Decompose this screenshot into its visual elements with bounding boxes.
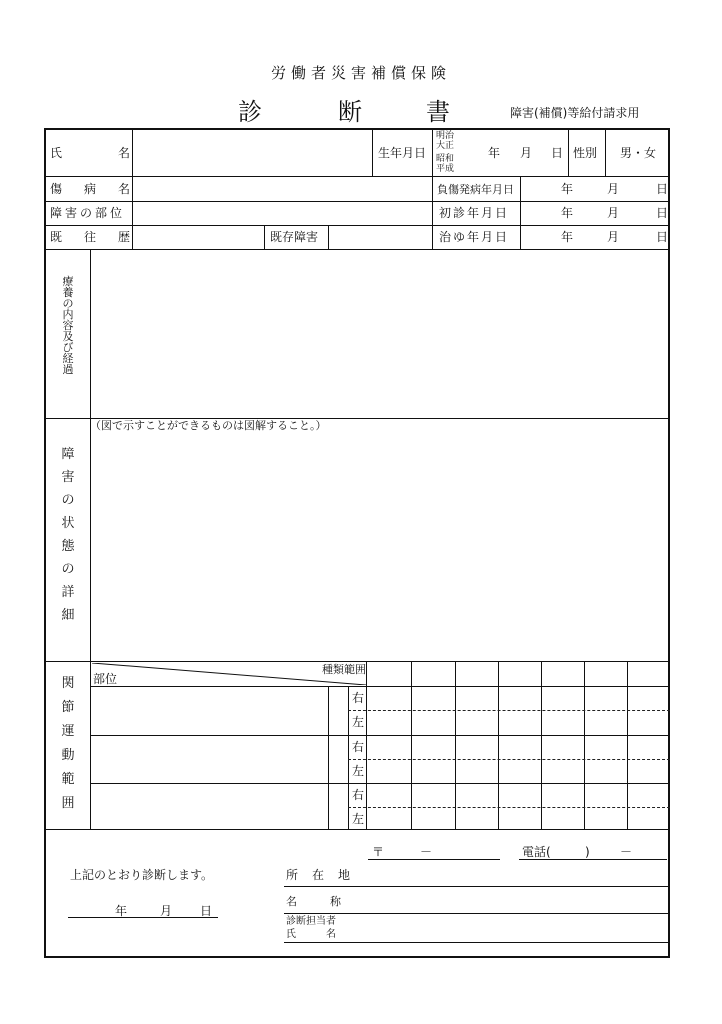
cure-month: 月 (607, 230, 620, 244)
certification-statement: 上記のとおり診断します。 (70, 868, 214, 882)
era-meiji: 明治 (436, 131, 455, 141)
right-left-separator (348, 759, 670, 760)
first-visit-day: 日 (656, 206, 669, 220)
joint-col-divider (541, 661, 542, 829)
disease-label-char: 病 (84, 182, 97, 196)
name-label-1: 氏 (50, 146, 63, 160)
joint-col-divider (411, 661, 412, 829)
first-visit-month: 月 (607, 206, 620, 220)
injury-day: 日 (656, 182, 669, 196)
form-subtitle: 障害(補償)等給付請求用 (510, 106, 640, 120)
doctor-label-1: 診断担当者 (286, 916, 336, 927)
facility-name-label: 名 称 (286, 895, 341, 908)
phone-label: 電話( (522, 845, 551, 859)
treatment-label: 療 養 の 内 容 及 び 経 過 (62, 275, 74, 376)
date-day: 日 (200, 904, 213, 918)
era-heisei: 平成 (436, 164, 455, 174)
joint-group-line (90, 735, 670, 736)
col-divider (520, 176, 521, 249)
left-label: 左 (352, 812, 365, 826)
existing-disability-label: 既存障害 (270, 230, 319, 244)
right-label: 右 (352, 691, 365, 705)
left-label: 左 (352, 715, 365, 729)
col-divider (132, 128, 133, 249)
phone-underline (519, 859, 667, 860)
address-label: 所 在 地 (286, 868, 352, 882)
col-divider (264, 225, 265, 249)
postal-underline (368, 859, 500, 860)
birth-year: 年 (488, 146, 501, 160)
diagram-note: （図で示すことができるものは図解すること。） (90, 419, 327, 432)
facility-underline (284, 913, 668, 914)
col-divider (372, 128, 373, 176)
joint-col-divider (455, 661, 456, 829)
row-divider (44, 176, 670, 177)
injury-month: 月 (607, 182, 620, 196)
birth-day: 日 (551, 146, 564, 160)
disease-label-char: 名 (118, 182, 131, 196)
joint-col-divider (498, 661, 499, 829)
name-label-2: 名 (118, 146, 131, 160)
joint-col-divider (366, 661, 367, 829)
doctor-underline (284, 942, 668, 943)
condition-detail-label: 障 害 の 状 態 の 詳 細 (61, 447, 75, 623)
right-label: 右 (352, 788, 365, 802)
section-divider (44, 661, 670, 662)
type-range-label: 種類範囲 (322, 663, 366, 676)
sex-label: 性別 (573, 146, 598, 160)
cure-year: 年 (561, 230, 574, 244)
first-visit-label: 初診年月日 (439, 206, 510, 220)
joint-col-divider (584, 661, 585, 829)
injury-date-label: 負傷発病年月日 (437, 183, 514, 196)
joint-group-line (90, 783, 670, 784)
injury-site-label: 障害の部位 (50, 206, 126, 220)
cure-day: 日 (656, 230, 669, 244)
disease-label-char: 傷 (50, 182, 63, 196)
right-left-separator (348, 710, 670, 711)
right-left-separator (348, 807, 670, 808)
first-visit-year: 年 (561, 206, 574, 220)
address-underline (284, 886, 668, 887)
form-frame (44, 128, 670, 958)
col-divider (568, 128, 569, 176)
doctor-label-2: 氏 名 (286, 929, 336, 940)
era-taisho: 大正 (436, 141, 455, 151)
era-showa: 昭和 (436, 154, 455, 164)
part-label: 部位 (93, 672, 118, 686)
sex-options: 男・女 (620, 146, 657, 160)
col-divider (605, 128, 606, 176)
cure-date-label: 治ゆ年月日 (439, 230, 510, 244)
phone-dash: － (620, 845, 633, 859)
postal-mark: 〒 (372, 845, 385, 859)
joint-col-divider (328, 686, 329, 829)
joint-col-divider (627, 661, 628, 829)
section-divider (44, 829, 670, 830)
joint-range-label: 関 節 運 動 範 囲 (61, 676, 75, 811)
joint-header-line (90, 686, 670, 687)
label-column-divider (90, 249, 91, 829)
date-underline (68, 917, 218, 918)
right-label: 右 (352, 740, 365, 754)
title-char: 診 (238, 98, 262, 126)
history-label-char: 歴 (118, 230, 131, 244)
title-char: 書 (426, 98, 450, 126)
row-divider (44, 201, 670, 202)
postal-dash: － (420, 845, 433, 859)
injury-year: 年 (561, 182, 574, 196)
date-year: 年 (115, 904, 128, 918)
form-top-title: 労働者災害補償保険 (270, 64, 451, 82)
row-divider (44, 249, 670, 250)
col-divider (328, 225, 329, 249)
date-month: 月 (160, 904, 173, 918)
phone-paren-close: ) (585, 845, 590, 859)
col-divider (432, 128, 433, 249)
history-label-char: 既 (50, 230, 63, 244)
birth-date-label: 生年月日 (378, 146, 427, 160)
left-label: 左 (352, 764, 365, 778)
row-divider (44, 225, 670, 226)
history-label-char: 往 (84, 230, 97, 244)
birth-month: 月 (520, 146, 533, 160)
title-char: 断 (338, 98, 362, 126)
